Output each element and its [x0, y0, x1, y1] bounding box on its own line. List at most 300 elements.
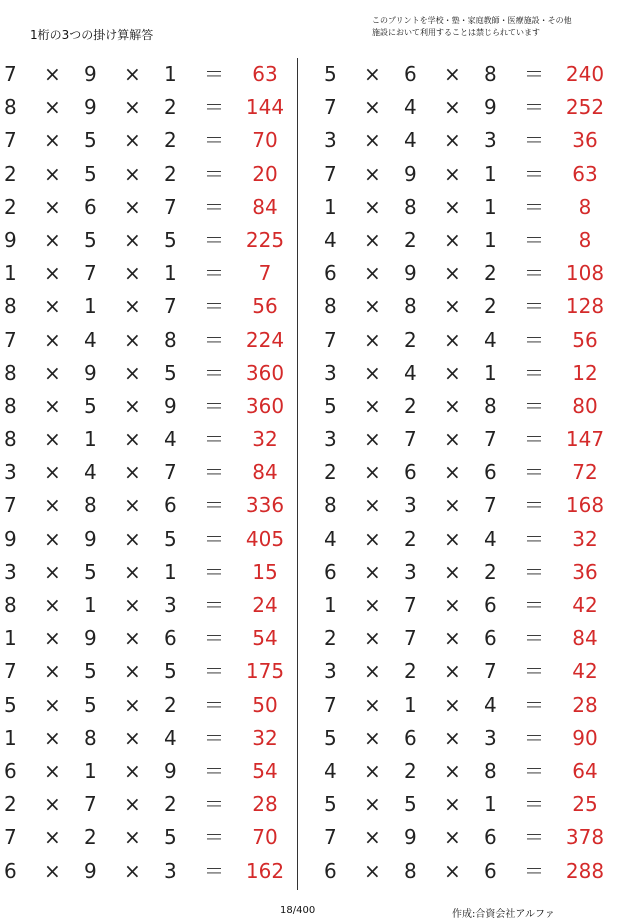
equals-sign: ＝ [204, 493, 224, 518]
times-sign: × [44, 626, 61, 651]
operand-1: 3 [4, 460, 17, 485]
answer: 162 [245, 858, 285, 883]
equals-sign: ＝ [204, 194, 224, 219]
problem-row [320, 589, 620, 622]
operand-3: 1 [164, 559, 177, 584]
operand-2: 7 [404, 427, 417, 452]
answer: 8 [578, 227, 592, 252]
operand-1: 8 [324, 493, 337, 518]
operand-3: 3 [164, 858, 177, 883]
equals-sign: ＝ [524, 593, 544, 617]
operand-1: 7 [324, 692, 337, 717]
operand-1: 8 [4, 360, 17, 385]
times-sign: × [444, 161, 461, 186]
operand-3: 1 [484, 360, 497, 385]
answer: 8 [578, 194, 592, 219]
problem-row [320, 456, 620, 489]
operand-3: 7 [484, 659, 497, 684]
operand-1: 2 [324, 626, 337, 651]
operand-1: 6 [324, 261, 337, 286]
operand-2: 4 [404, 360, 417, 385]
times-sign: × [444, 327, 461, 352]
equals-sign: ＝ [524, 194, 544, 219]
equals-sign: ＝ [204, 626, 224, 651]
answer: 28 [572, 692, 598, 717]
problem-row [320, 689, 620, 722]
problem-row [320, 357, 620, 390]
equals-sign: ＝ [204, 825, 224, 850]
times-sign: × [444, 95, 461, 120]
answer: 144 [245, 95, 285, 120]
times-sign: × [44, 161, 61, 186]
operand-3: 4 [164, 725, 177, 750]
times-sign: × [124, 593, 141, 617]
answer: 252 [565, 95, 605, 120]
equals-sign: ＝ [524, 128, 544, 153]
operand-1: 4 [324, 526, 337, 551]
times-sign: × [364, 792, 381, 817]
operand-3: 3 [484, 128, 497, 153]
problem-row [320, 91, 620, 124]
times-sign: × [364, 825, 381, 850]
operand-2: 7 [404, 593, 417, 617]
times-sign: × [364, 327, 381, 352]
operand-1: 4 [324, 758, 337, 783]
answer: 15 [252, 559, 278, 584]
times-sign: × [124, 427, 141, 452]
answer: 56 [252, 294, 278, 319]
operand-1: 3 [4, 559, 17, 584]
operand-3: 9 [164, 393, 177, 418]
operand-2: 9 [84, 95, 97, 120]
times-sign: × [44, 327, 61, 352]
operand-2: 8 [404, 194, 417, 219]
times-sign: × [364, 659, 381, 684]
problem-row [0, 324, 300, 357]
equals-sign: ＝ [204, 792, 224, 817]
operand-3: 1 [484, 194, 497, 219]
times-sign: × [124, 294, 141, 319]
operand-1: 9 [4, 526, 17, 551]
answer: 36 [572, 559, 598, 584]
equals-sign: ＝ [204, 261, 224, 286]
equals-sign: ＝ [204, 427, 224, 452]
times-sign: × [444, 725, 461, 750]
operand-2: 1 [84, 294, 97, 319]
times-sign: × [44, 659, 61, 684]
operand-3: 4 [484, 526, 497, 551]
answer: 54 [252, 626, 278, 651]
operand-3: 2 [484, 294, 497, 319]
operand-1: 7 [4, 659, 17, 684]
right-problem-column [320, 58, 620, 888]
problem-row [320, 124, 620, 157]
operand-3: 4 [164, 427, 177, 452]
operand-1: 2 [4, 194, 17, 219]
answer: 25 [572, 792, 598, 817]
times-sign: × [364, 758, 381, 783]
times-sign: × [364, 227, 381, 252]
equals-sign: ＝ [204, 593, 224, 617]
operand-3: 7 [484, 493, 497, 518]
problem-row [0, 124, 300, 157]
problem-row [0, 689, 300, 722]
author-credit: 作成:合資会社アルファ [452, 909, 555, 920]
operand-3: 8 [484, 393, 497, 418]
times-sign: × [444, 393, 461, 418]
operand-2: 1 [404, 692, 417, 717]
times-sign: × [364, 593, 381, 617]
column-divider [297, 58, 298, 890]
operand-1: 7 [324, 327, 337, 352]
operand-2: 9 [84, 626, 97, 651]
times-sign: × [44, 493, 61, 518]
operand-2: 9 [84, 858, 97, 883]
operand-3: 6 [484, 460, 497, 485]
page-number: 18/400 [280, 905, 316, 916]
problem-row [0, 191, 300, 224]
answer: 63 [572, 161, 598, 186]
times-sign: × [364, 692, 381, 717]
operand-3: 3 [164, 593, 177, 617]
times-sign: × [364, 261, 381, 286]
problem-row [0, 655, 300, 688]
operand-2: 5 [84, 659, 97, 684]
times-sign: × [44, 692, 61, 717]
times-sign: × [124, 161, 141, 186]
operand-1: 2 [4, 161, 17, 186]
operand-1: 5 [4, 692, 17, 717]
operand-3: 6 [164, 493, 177, 518]
operand-3: 1 [484, 227, 497, 252]
problem-row [0, 357, 300, 390]
operand-2: 9 [84, 360, 97, 385]
times-sign: × [364, 725, 381, 750]
answer: 360 [245, 393, 285, 418]
times-sign: × [124, 393, 141, 418]
equals-sign: ＝ [204, 95, 224, 120]
problem-row [0, 158, 300, 191]
operand-3: 1 [484, 161, 497, 186]
operand-2: 6 [404, 725, 417, 750]
operand-1: 7 [4, 327, 17, 352]
operand-1: 8 [4, 393, 17, 418]
operand-3: 2 [164, 161, 177, 186]
problem-row [0, 390, 300, 423]
operand-2: 9 [404, 161, 417, 186]
operand-1: 8 [4, 294, 17, 319]
times-sign: × [124, 261, 141, 286]
equals-sign: ＝ [524, 692, 544, 717]
equals-sign: ＝ [524, 460, 544, 485]
operand-2: 2 [404, 526, 417, 551]
problem-row [0, 722, 300, 755]
times-sign: × [364, 294, 381, 319]
times-sign: × [364, 360, 381, 385]
times-sign: × [444, 360, 461, 385]
operand-3: 7 [164, 294, 177, 319]
times-sign: × [444, 128, 461, 153]
equals-sign: ＝ [524, 626, 544, 651]
operand-2: 7 [84, 261, 97, 286]
operand-3: 9 [164, 758, 177, 783]
operand-1: 8 [4, 593, 17, 617]
answer: 24 [252, 593, 278, 617]
answer: 147 [565, 427, 605, 452]
answer: 128 [565, 294, 605, 319]
problem-row [0, 257, 300, 290]
operand-1: 7 [4, 493, 17, 518]
operand-3: 7 [164, 460, 177, 485]
times-sign: × [124, 626, 141, 651]
answer: 28 [252, 792, 278, 817]
times-sign: × [124, 559, 141, 584]
usage-notice: このプリントを学校・塾・家庭教師・医療施設・その他 施設において利用することは禁じられています [372, 16, 572, 37]
times-sign: × [44, 294, 61, 319]
times-sign: × [444, 858, 461, 883]
problem-row [0, 523, 300, 556]
problem-row [0, 456, 300, 489]
times-sign: × [364, 526, 381, 551]
equals-sign: ＝ [204, 559, 224, 584]
times-sign: × [124, 858, 141, 883]
operand-2: 1 [84, 758, 97, 783]
problem-row [0, 855, 300, 888]
times-sign: × [444, 526, 461, 551]
operand-1: 3 [324, 128, 337, 153]
operand-2: 2 [404, 327, 417, 352]
operand-3: 7 [484, 427, 497, 452]
left-problem-column [0, 58, 300, 888]
answer: 64 [572, 758, 598, 783]
operand-2: 1 [84, 427, 97, 452]
operand-3: 1 [164, 62, 177, 86]
operand-2: 2 [404, 227, 417, 252]
operand-1: 6 [324, 559, 337, 584]
equals-sign: ＝ [524, 261, 544, 286]
operand-1: 3 [324, 659, 337, 684]
operand-2: 7 [84, 792, 97, 817]
times-sign: × [44, 858, 61, 883]
times-sign: × [44, 128, 61, 153]
problem-row [0, 622, 300, 655]
operand-2: 4 [84, 460, 97, 485]
times-sign: × [444, 825, 461, 850]
equals-sign: ＝ [204, 62, 224, 86]
operand-3: 6 [484, 626, 497, 651]
problem-row [320, 622, 620, 655]
operand-1: 4 [324, 227, 337, 252]
equals-sign: ＝ [524, 559, 544, 584]
operand-1: 7 [324, 825, 337, 850]
problem-row [0, 489, 300, 522]
operand-1: 8 [4, 427, 17, 452]
times-sign: × [44, 526, 61, 551]
problem-row [320, 58, 620, 91]
equals-sign: ＝ [524, 858, 544, 883]
operand-3: 2 [484, 559, 497, 584]
times-sign: × [44, 95, 61, 120]
answer: 80 [572, 393, 598, 418]
answer: 7 [258, 261, 272, 286]
answer: 50 [252, 692, 278, 717]
answer: 32 [252, 427, 278, 452]
answer: 32 [252, 725, 278, 750]
operand-2: 6 [84, 194, 97, 219]
times-sign: × [444, 62, 461, 86]
operand-2: 5 [84, 393, 97, 418]
answer: 70 [252, 825, 278, 850]
times-sign: × [444, 758, 461, 783]
equals-sign: ＝ [524, 792, 544, 817]
times-sign: × [44, 758, 61, 783]
answer: 224 [245, 327, 285, 352]
operand-1: 5 [324, 62, 337, 86]
operand-1: 7 [4, 825, 17, 850]
equals-sign: ＝ [524, 725, 544, 750]
operand-3: 9 [484, 95, 497, 120]
operand-3: 8 [164, 327, 177, 352]
worksheet-title: 1桁の3つの掛け算解答 [30, 28, 154, 42]
operand-3: 5 [164, 526, 177, 551]
operand-2: 8 [404, 858, 417, 883]
times-sign: × [124, 526, 141, 551]
operand-3: 3 [484, 725, 497, 750]
answer: 72 [572, 460, 598, 485]
operand-1: 9 [4, 227, 17, 252]
times-sign: × [364, 858, 381, 883]
operand-1: 2 [4, 792, 17, 817]
operand-1: 5 [324, 393, 337, 418]
times-sign: × [444, 659, 461, 684]
problem-row [320, 755, 620, 788]
operand-1: 8 [4, 95, 17, 120]
problem-row [320, 722, 620, 755]
operand-3: 8 [484, 758, 497, 783]
times-sign: × [444, 294, 461, 319]
times-sign: × [124, 327, 141, 352]
answer: 84 [252, 460, 278, 485]
operand-2: 9 [404, 825, 417, 850]
problem-row [0, 821, 300, 854]
times-sign: × [124, 62, 141, 86]
equals-sign: ＝ [524, 62, 544, 86]
equals-sign: ＝ [204, 294, 224, 319]
equals-sign: ＝ [204, 858, 224, 883]
operand-2: 8 [84, 493, 97, 518]
operand-1: 7 [324, 161, 337, 186]
answer: 240 [565, 62, 605, 86]
operand-2: 8 [84, 725, 97, 750]
times-sign: × [444, 593, 461, 617]
times-sign: × [124, 227, 141, 252]
times-sign: × [364, 161, 381, 186]
times-sign: × [364, 194, 381, 219]
operand-2: 9 [404, 261, 417, 286]
equals-sign: ＝ [204, 460, 224, 485]
answer: 168 [565, 493, 605, 518]
operand-2: 4 [404, 95, 417, 120]
answer: 108 [565, 261, 605, 286]
answer: 175 [245, 659, 285, 684]
problem-row [320, 158, 620, 191]
operand-2: 2 [404, 758, 417, 783]
answer: 70 [252, 128, 278, 153]
equals-sign: ＝ [524, 393, 544, 418]
operand-2: 4 [404, 128, 417, 153]
problem-row [320, 523, 620, 556]
operand-3: 1 [164, 261, 177, 286]
problem-row [0, 290, 300, 323]
operand-1: 1 [324, 194, 337, 219]
problem-row [0, 224, 300, 257]
operand-2: 7 [404, 626, 417, 651]
times-sign: × [364, 393, 381, 418]
operand-3: 2 [164, 95, 177, 120]
equals-sign: ＝ [204, 327, 224, 352]
operand-3: 2 [164, 792, 177, 817]
operand-2: 6 [404, 62, 417, 86]
equals-sign: ＝ [524, 526, 544, 551]
equals-sign: ＝ [204, 161, 224, 186]
operand-1: 1 [4, 725, 17, 750]
equals-sign: ＝ [204, 758, 224, 783]
problem-row [0, 556, 300, 589]
operand-3: 2 [164, 692, 177, 717]
operand-2: 5 [84, 559, 97, 584]
times-sign: × [444, 227, 461, 252]
times-sign: × [444, 626, 461, 651]
times-sign: × [44, 792, 61, 817]
problem-row [320, 556, 620, 589]
equals-sign: ＝ [204, 692, 224, 717]
answer: 225 [245, 227, 285, 252]
equals-sign: ＝ [524, 227, 544, 252]
answer: 42 [572, 659, 598, 684]
operand-1: 1 [4, 626, 17, 651]
equals-sign: ＝ [524, 493, 544, 518]
problem-row [0, 423, 300, 456]
times-sign: × [44, 62, 61, 86]
equals-sign: ＝ [524, 825, 544, 850]
times-sign: × [444, 792, 461, 817]
operand-3: 7 [164, 194, 177, 219]
equals-sign: ＝ [524, 294, 544, 319]
times-sign: × [124, 95, 141, 120]
operand-3: 6 [484, 593, 497, 617]
operand-3: 5 [164, 825, 177, 850]
times-sign: × [44, 427, 61, 452]
equals-sign: ＝ [524, 659, 544, 684]
times-sign: × [444, 559, 461, 584]
operand-2: 2 [404, 393, 417, 418]
times-sign: × [364, 460, 381, 485]
problem-row [320, 821, 620, 854]
operand-3: 4 [484, 327, 497, 352]
times-sign: × [124, 692, 141, 717]
times-sign: × [444, 261, 461, 286]
answer: 63 [252, 62, 278, 86]
equals-sign: ＝ [204, 526, 224, 551]
times-sign: × [364, 626, 381, 651]
operand-2: 1 [84, 593, 97, 617]
equals-sign: ＝ [204, 725, 224, 750]
times-sign: × [124, 725, 141, 750]
operand-3: 2 [164, 128, 177, 153]
answer: 84 [572, 626, 598, 651]
problem-row [320, 423, 620, 456]
equals-sign: ＝ [204, 393, 224, 418]
